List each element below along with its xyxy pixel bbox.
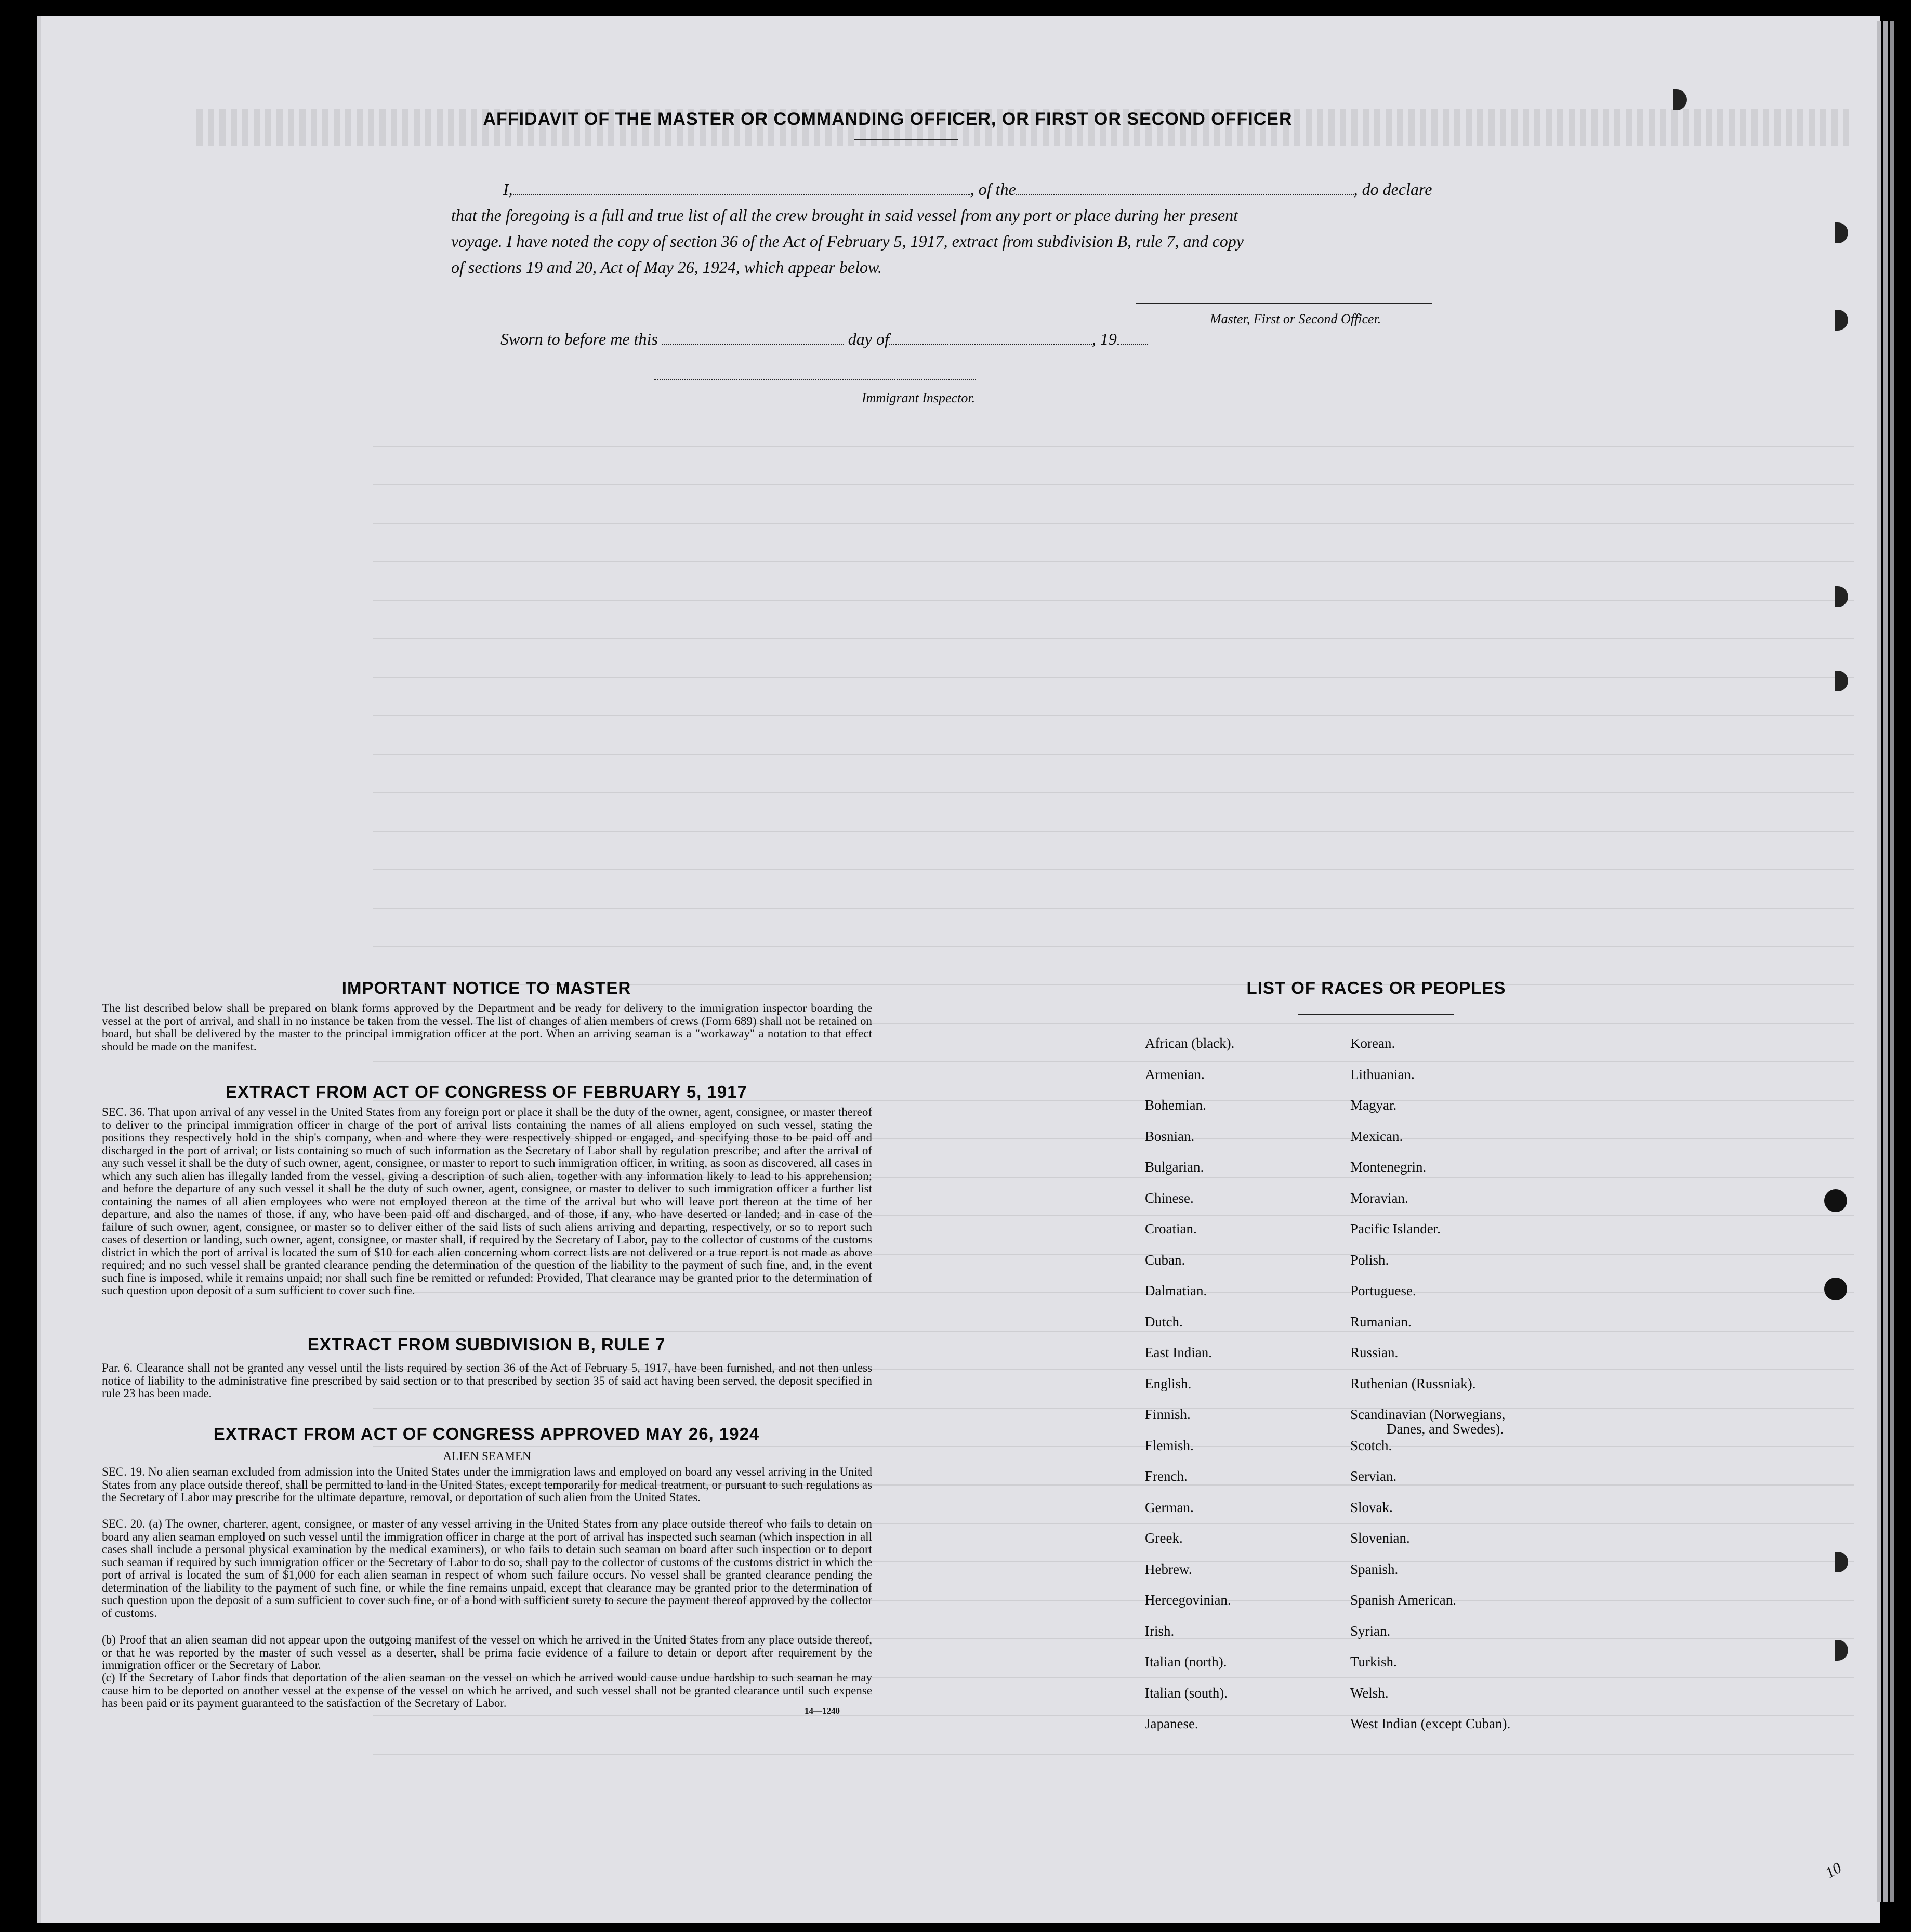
signature-caption: Master, First or Second Officer. xyxy=(1210,311,1381,326)
race-right-item: Slovenian. xyxy=(1350,1530,1410,1546)
race-left-item: Flemish. xyxy=(1145,1437,1194,1453)
rule7-text: Par. 6. Clearance shall not be granted any vessel until the lists required by section 36 of the Act of February 5, 1917, have been furnished, and not then unless notice of liability to the administrative fine prescribed by said section or to that prescribed by section 35 of said act having been served, the deposit specified in rule 23 has been made. xyxy=(102,1361,872,1400)
race-right-item: Pacific Islander. xyxy=(1350,1221,1441,1237)
affidavit-title-rule xyxy=(854,139,958,140)
race-left-item: Hercegovinian. xyxy=(1145,1592,1231,1608)
race-right-item: Slovak. xyxy=(1350,1499,1393,1515)
form-number: 14—1240 xyxy=(805,1706,840,1716)
affidavit-line-4: of sections 19 and 20, Act of May 26, 1924, which appear below. xyxy=(451,258,882,277)
race-right-item: Syrian. xyxy=(1350,1623,1391,1639)
inspector-caption: Immigrant Inspector. xyxy=(862,390,976,405)
race-left-item: German. xyxy=(1145,1499,1194,1515)
race-right-item: Montenegrin. xyxy=(1350,1159,1427,1175)
inspector-signature-line[interactable] xyxy=(654,379,976,380)
race-left-item: Japanese. xyxy=(1145,1716,1198,1731)
race-right-item: Mexican. xyxy=(1350,1128,1403,1144)
race-right-item: Spanish American. xyxy=(1350,1592,1456,1608)
race-left-item: French. xyxy=(1145,1468,1188,1484)
corner-page-mark: 10 xyxy=(1822,1859,1844,1882)
affidavit-line-3: voyage. I have noted the copy of section 36 of the Act of February 5, 1917, extract from subdivision B, rule 7, and copy xyxy=(451,232,1244,251)
sec20b-text: (b) Proof that an alien seaman did not appear upon the outgoing manifest of the vessel on which he arrived in the United States from any place outside thereof, or that he was reported by the master of such vessel as a deserter, shall be prima facie evidence of a failure to detain or deport after requirement by the immigration officer or the Secretary of Labor. xyxy=(102,1633,872,1672)
extract-1924-subtitle: ALIEN SEAMEN xyxy=(443,1450,531,1463)
sec20c-text: (c) If the Secretary of Labor finds that deportation of the alien seaman on the vessel on which he arrived would cause undue hardship to such seaman he may cause him to be deported on another vessel at the expense of the vessel on which he arrived, and such vessel shall not be granted clearance until such expense has been paid or its payment guaranteed to the satisfaction of the Secretary of Labor. xyxy=(102,1671,872,1710)
sworn-line xyxy=(500,326,1148,351)
sworn-month-field[interactable] xyxy=(889,344,1092,345)
sec19-text: SEC. 19. No alien seaman excluded from admission into the United States under the immigration laws and employed on board any vessel arriving in the United States from any place outside thereof, shall be permitted to land in the United States, except temporarily for medical treatment, or pursuant to such regulations as the Secretary of Labor may prescribe for the ultimate departure, removal, or deportation of such alien from the United States. xyxy=(102,1465,872,1504)
race-left-item: Chinese. xyxy=(1145,1190,1194,1206)
race-right-item: Turkish. xyxy=(1350,1654,1397,1670)
sec20a-text: SEC. 20. (a) The owner, charterer, agent, consignee, or master of any vessel arriving in the United States from any place outside thereof who fails to detain on board any alien seaman employed on such vessel until the immigration officer in charge at the port of arrival has inspected such seaman (which inspection in all cases shall include a personal physical examination by the medical examiners), or who fails to detain such seaman on board after such inspection or to deport such seaman if required by such immigration officer or the Secretary of Labor to do so, shall pay to the collector of customs of the customs district in which the port of arrival is located the sum of $1,000 for each alien seaman in respect of whom such failure occurs. No vessel shall be granted clearance pending the determination of the liability to the payment of such fine, or while the fine remains unpaid, except that clearance may be granted prior to the determination of such question upon the deposit of a sum sufficient to cover such fine, or of a bond with sufficient surety to secure the payment thereof approved by the collector of customs. xyxy=(102,1517,872,1620)
vessel-field[interactable] xyxy=(1016,194,1354,195)
race-right-item: Scotch. xyxy=(1350,1437,1392,1453)
race-right-item: Russian. xyxy=(1350,1345,1399,1360)
race-left-item: Irish. xyxy=(1145,1623,1175,1639)
affidavit-of-the: , of the xyxy=(970,180,1016,199)
notice-title: IMPORTANT NOTICE TO MASTER xyxy=(341,978,631,997)
race-left-item: Dutch. xyxy=(1145,1313,1183,1330)
form-sheet xyxy=(37,16,1880,1923)
extract-1917-title: EXTRACT FROM ACT OF CONGRESS OF FEBRUARY 5, 1917 xyxy=(226,1082,747,1101)
race-left-item: Armenian. xyxy=(1145,1066,1205,1082)
race-right-item: Servian. xyxy=(1350,1468,1397,1484)
race-left-item: Croatian. xyxy=(1145,1221,1197,1237)
sworn-prefix: Sworn to before me this xyxy=(500,330,658,348)
race-right-item: Welsh. xyxy=(1350,1685,1389,1701)
signature-line[interactable] xyxy=(1136,303,1432,304)
race-left-item: Bosnian. xyxy=(1145,1128,1195,1144)
race-right-item: Scandinavian (Norwegians, xyxy=(1350,1407,1506,1422)
sworn-year: , 19 xyxy=(1091,330,1117,348)
extract-1917-text: SEC. 36. That upon arrival of any vessel in the United States from any foreign port or place it shall be the duty of the owner, agent, consignee, or master thereof to deliver to the principal immigration officer in charge of the port of arrival lists containing the names of all aliens employed on such vessel, stating the positions they respectively hold in the ship's company, when and where they were respectively shipped or engaged, and specifying those to be paid off and discharged in the port of arrival; or lists containing so much of such information as the Secretary of Labor shall by regulation prescribe; and after the arrival of any such vessel it shall be the duty of such owner, agent, consignee, or master to report to such immigration officer, in writing, as soon as discovered, all cases in which any such alien has illegally landed from the vessel, giving a description of such alien, together with any information likely to lead to his apprehension; and before the departure of any such vessel it shall be the duty of such owner, agent, consignee, or master to deliver to such immigration officer a further list containing the names of all alien employees who were not employed thereon at the time of the arrival but who will leave port thereon at the time of her departure, and also the names of those, if any, who have been paid off and discharged, and of those, if any, who have deserted or landed; and in case of the failure of such owner, agent, consignee, or master so to deliver either of the said lists of such aliens arriving and departing, respectively, or so to report such cases of desertion or landing, such owner, agent, consignee, or master shall, if required by the Secretary of Labor, pay to the collector of customs of the customs district in which the port of arrival is located the sum of $10 for each alien concerning whom correct lists are not delivered or a true report is not made as above required; and no such vessel shall be granted clearance pending the determination of the question of the liability to the payment of such fine, and, in the event such fine is imposed, while it remains unpaid; nor shall such fine be remitted or refunded: Provided, That clearance may be granted prior to the determination of such question upon deposit of a sum sufficient to cover such fine. xyxy=(102,1106,872,1297)
affidavit-do-declare: , do declare xyxy=(1353,180,1432,199)
race-right-item: Spanish. xyxy=(1350,1561,1399,1577)
race-right-item: Ruthenian (Russniak). xyxy=(1350,1375,1476,1391)
race-left-item: African (black). xyxy=(1145,1035,1235,1051)
race-right-item: Moravian. xyxy=(1350,1190,1408,1206)
race-left-item: Finnish. xyxy=(1145,1407,1191,1422)
races-title-rule xyxy=(1298,1014,1454,1015)
race-left-item: Cuban. xyxy=(1145,1252,1185,1268)
sworn-day-of: day of xyxy=(848,330,889,348)
race-left-item: East Indian. xyxy=(1145,1345,1212,1360)
race-left-item: Italian (south). xyxy=(1145,1685,1228,1701)
sheet-edge xyxy=(1883,21,1888,1902)
rule7-title: EXTRACT FROM SUBDIVISION B, RULE 7 xyxy=(307,1335,666,1354)
affidavit-title: AFFIDAVIT OF THE MASTER OR COMMANDING OFFICER, OR FIRST OR SECOND OFFICER xyxy=(483,109,1293,129)
race-left-item: Dalmatian. xyxy=(1145,1283,1207,1298)
race-right-item: Lithuanian. xyxy=(1350,1066,1415,1082)
race-left-item: English. xyxy=(1145,1375,1192,1391)
affidavit-line-1 xyxy=(503,177,1432,202)
punch-hole xyxy=(1824,1189,1847,1212)
affidavit-i: I, xyxy=(503,180,513,199)
notice-text: The list described below shall be prepared on blank forms approved by the Department and be ready for delivery to the immigration inspector boarding the vessel at the port of arrival, and shall in no instance be taken from the vessel. The list of changes of alien members of crews (Form 689) shall not be retained on board, but shall be delivered by the master to the principal immigration officer at the port. When an arriving seaman is a "workaway" a notation to that effect should be made on the manifest. xyxy=(102,1002,872,1053)
race-left-item: Hebrew. xyxy=(1145,1561,1192,1577)
extract-1924-title: EXTRACT FROM ACT OF CONGRESS APPROVED MAY 26, 1924 xyxy=(213,1424,760,1443)
race-right-item: Rumanian. xyxy=(1350,1313,1412,1330)
race-right-item: Korean. xyxy=(1350,1035,1395,1051)
race-left-item: Italian (north). xyxy=(1145,1654,1227,1670)
name-field[interactable] xyxy=(513,194,970,195)
race-left-item: Greek. xyxy=(1145,1530,1183,1546)
sworn-day-field[interactable] xyxy=(662,344,844,345)
race-left-item: Bohemian. xyxy=(1145,1097,1206,1113)
sheet-edge xyxy=(1890,21,1894,1902)
race-left-item: Bulgarian. xyxy=(1145,1159,1204,1175)
race-right-item: Polish. xyxy=(1350,1252,1389,1268)
affidavit-line-2: that the foregoing is a full and true list of all the crew brought in said vessel from any port or place during her present xyxy=(451,206,1238,225)
race-right-item: Magyar. xyxy=(1350,1097,1397,1113)
races-title: LIST OF RACES OR PEOPLES xyxy=(1246,978,1506,997)
race-right-item: West Indian (except Cuban). xyxy=(1350,1716,1511,1731)
race-right-item: Danes, and Swedes). xyxy=(1387,1421,1504,1437)
race-right-item: Portuguese. xyxy=(1350,1283,1416,1298)
punch-hole xyxy=(1824,1278,1847,1300)
sworn-year-field[interactable] xyxy=(1117,344,1148,345)
sheet-edge xyxy=(1877,21,1881,1902)
